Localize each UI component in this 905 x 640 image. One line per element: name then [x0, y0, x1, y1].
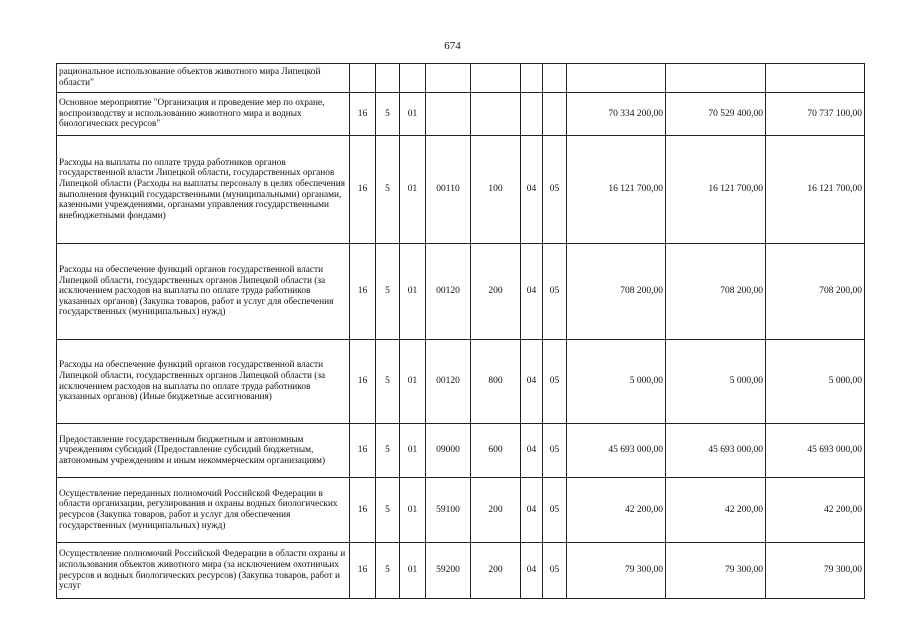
amount-year-1: 708 200,00: [567, 244, 666, 340]
section-code: 04: [521, 340, 543, 424]
amount-year-1: 79 300,00: [567, 543, 666, 599]
subprogram-code: [400, 64, 426, 93]
program-code: 5: [376, 93, 400, 136]
subprogram-code: 01: [400, 136, 426, 244]
expense-code: [426, 93, 471, 136]
chapter-code: 16: [350, 93, 376, 136]
section-code: 04: [521, 244, 543, 340]
amount-year-3: [766, 64, 865, 93]
expense-type-code: [471, 93, 521, 136]
section-code: [521, 64, 543, 93]
subsection-code: [543, 93, 567, 136]
amount-year-1: 16 121 700,00: [567, 136, 666, 244]
chapter-code: 16: [350, 543, 376, 599]
amount-year-3: 45 693 000,00: [766, 424, 865, 478]
row-description: Расходы на обеспечение функций органов государственной власти Липецкой области, государственных органов Липецкой области (за исключением расходов на выплаты по оплате труда работников указанных органов) (Закупка товаров, работ и услуг для обеспечения государственных (муниципальных) нужд): [57, 244, 350, 340]
expense-code: 00120: [426, 340, 471, 424]
expense-type-code: 100: [471, 136, 521, 244]
subprogram-code: 01: [400, 424, 426, 478]
amount-year-3: 70 737 100,00: [766, 93, 865, 136]
table-row: [57, 64, 865, 93]
row-description: Предоставление государственным бюджетным и автономным учреждениям субсидий (Предоставление субсидий бюджетным, автономным учреждениям и иным некоммерческим организациям): [57, 424, 350, 478]
amount-year-2: 16 121 700,00: [666, 136, 766, 244]
expense-type-code: 200: [471, 478, 521, 543]
section-code: 04: [521, 136, 543, 244]
expense-code: 59100: [426, 478, 471, 543]
chapter-code: 16: [350, 244, 376, 340]
expense-type-code: 600: [471, 424, 521, 478]
section-code: 04: [521, 478, 543, 543]
program-code: 5: [376, 478, 400, 543]
table-row: [57, 93, 865, 136]
subsection-code: [543, 64, 567, 93]
expense-type-code: 200: [471, 244, 521, 340]
subprogram-code: 01: [400, 93, 426, 136]
expense-code: 09000: [426, 424, 471, 478]
subprogram-code: 01: [400, 478, 426, 543]
chapter-code: [350, 64, 376, 93]
chapter-code: 16: [350, 424, 376, 478]
section-code: [521, 93, 543, 136]
program-code: 5: [376, 244, 400, 340]
subprogram-code: 01: [400, 244, 426, 340]
row-description: Расходы на обеспечение функций органов государственной власти Липецкой области, государственных органов Липецкой области (за исключением расходов на выплаты по оплате труда работников указанных органов) (Иные бюджетные ассигнования): [57, 340, 350, 424]
program-code: 5: [376, 424, 400, 478]
table-row: [57, 478, 865, 543]
expense-type-code: [471, 64, 521, 93]
amount-year-3: 708 200,00: [766, 244, 865, 340]
table-row: [57, 244, 865, 340]
amount-year-2: 708 200,00: [666, 244, 766, 340]
expense-type-code: 800: [471, 340, 521, 424]
subsection-code: 05: [543, 340, 567, 424]
amount-year-2: [666, 64, 766, 93]
section-code: 04: [521, 424, 543, 478]
amount-year-2: 45 693 000,00: [666, 424, 766, 478]
table-row: [57, 136, 865, 244]
row-description: рациональное использование объектов животного мира Липецкой области": [57, 64, 350, 93]
amount-year-2: 5 000,00: [666, 340, 766, 424]
amount-year-2: 42 200,00: [666, 478, 766, 543]
row-description: Осуществление полномочий Российской Федерации в области охраны и использования объектов животного мира (за исключением охотничьих ресурсов и водных биологических ресурсов) (Закупка товаров, работ и услуг: [57, 543, 350, 599]
subprogram-code: 01: [400, 543, 426, 599]
row-description: Основное мероприятие "Организация и проведение мер по охране, воспроизводству и использованию животного мира и водных биологических ресурсов": [57, 93, 350, 136]
subsection-code: 05: [543, 244, 567, 340]
subsection-code: 05: [543, 478, 567, 543]
chapter-code: 16: [350, 136, 376, 244]
amount-year-1: 45 693 000,00: [567, 424, 666, 478]
page-number: 674: [444, 40, 461, 52]
program-code: 5: [376, 340, 400, 424]
subsection-code: 05: [543, 136, 567, 244]
budget-table: [56, 63, 865, 599]
expense-type-code: 200: [471, 543, 521, 599]
amount-year-3: 42 200,00: [766, 478, 865, 543]
amount-year-2: 79 300,00: [666, 543, 766, 599]
amount-year-3: 5 000,00: [766, 340, 865, 424]
amount-year-1: 42 200,00: [567, 478, 666, 543]
expense-code: 00110: [426, 136, 471, 244]
row-description: Расходы на выплаты по оплате труда работников органов государственной власти Липецкой области, государственных органов Липецкой области (Расходы на выплаты персоналу в целях обеспечения выполнения функций государственными (муниципальными) органами, казенными учреждениями, органами управления государственными внебюджетными фондами): [57, 136, 350, 244]
chapter-code: 16: [350, 340, 376, 424]
row-description: Осуществление переданных полномочий Российской Федерации в области организации, регулирования и охраны водных биологических ресурсов (Закупка товаров, работ и услуг для обеспечения государственных (муниципальных) нужд): [57, 478, 350, 543]
chapter-code: 16: [350, 478, 376, 543]
expense-code: 59200: [426, 543, 471, 599]
table-row: [57, 340, 865, 424]
program-code: 5: [376, 136, 400, 244]
expense-code: [426, 64, 471, 93]
subsection-code: 05: [543, 543, 567, 599]
amount-year-1: [567, 64, 666, 93]
subsection-code: 05: [543, 424, 567, 478]
amount-year-1: 5 000,00: [567, 340, 666, 424]
amount-year-3: 16 121 700,00: [766, 136, 865, 244]
amount-year-2: 70 529 400,00: [666, 93, 766, 136]
table-row: [57, 424, 865, 478]
program-code: [376, 64, 400, 93]
amount-year-1: 70 334 200,00: [567, 93, 666, 136]
program-code: 5: [376, 543, 400, 599]
amount-year-3: 79 300,00: [766, 543, 865, 599]
expense-code: 00120: [426, 244, 471, 340]
subprogram-code: 01: [400, 340, 426, 424]
table-row: [57, 543, 865, 599]
section-code: 04: [521, 543, 543, 599]
